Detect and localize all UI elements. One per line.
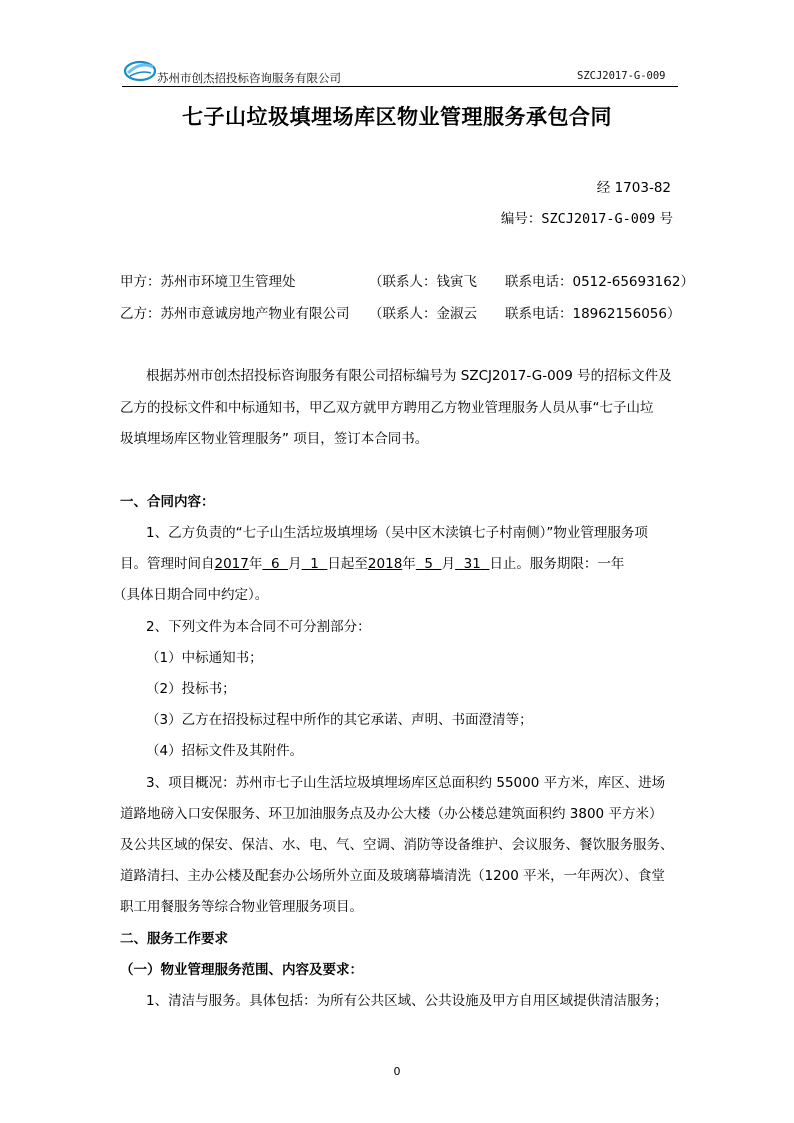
party-a-name: 甲方：苏州市环境卫生管理处 [120,274,296,290]
section1-item3-line3: 及公共区域的保安、保洁、水、电、气、空调、消防等设备维护、会议服务、餐饮服务服务、 [120,837,674,853]
ref-number-value: SZCJ2017-G-009 [541,211,656,227]
section1-item3-line1: 3、项目概况：苏州市七子山生活垃圾填埋场库区总面积约 55000 平方米，库区、进场 [146,775,666,791]
end-month: 5 [424,556,433,572]
header-rule [122,86,678,87]
section1-item2: 2、下列文件为本合同不可分割部分： [146,619,371,635]
ref-number-label: 编号： [500,211,542,227]
term-text: 日止。服务期限：一年 [489,556,625,572]
swirl-logo-icon [123,58,157,84]
party-a-contact: （联系人：钱寅飞 [369,274,477,290]
term-text: 月 [288,556,302,572]
section1-item1-line2 [120,552,624,572]
section1-item3-line4: 道路清扫、主办公楼及配套办公场所外立面及玻璃幕墙清洗（1200 平米，一年两次）、食堂 [120,868,665,884]
start-day: 1 [310,556,319,572]
term-text: 月 [441,556,456,572]
section1-item3-line2: 道路地磅入口安保服务、环卫加油服务点及办公大楼（办公楼总建筑面积约 3800 平方米） [120,806,663,822]
term-text: 目。管理时间自 [120,556,215,572]
section1-item1-line1: 1、乙方负责的“七子山生活垃圾填埋场（吴中区木渎镇七子村南侧）”物业管理服务项 [146,525,648,541]
party-b-name: 乙方：苏州市意诚房地产物业有限公司 [120,306,350,322]
ref-jing: 经 1703-82 [596,180,671,196]
end-day: 31 [463,556,481,572]
term-text: 年 [402,556,416,572]
party-a-phone: 联系电话：0512-65693162） [505,274,694,290]
section1-sub3: （3）乙方在招投标过程中所作的其它承诺、声明、书面澄清等； [146,712,533,728]
section2-item1: 1、清洁与服务。具体包括：为所有公共区域、公共设施及甲方自用区域提供清洁服务； [146,993,668,1009]
section1-sub2: （2）投标书； [146,681,236,697]
intro-line-2: 乙方的投标文件和中标通知书，甲乙双方就甲方聘用乙方物业管理服务人员从事“七子山垃 [120,400,654,416]
header-company: 苏州市创杰招投标咨询服务有限公司 [157,71,341,85]
intro-line-1: 根据苏州市创杰招投标咨询服务有限公司招标编号为 SZCJ2017-G-009 号的招标文件及 [146,368,672,384]
party-b-phone: 联系电话：18962156056） [505,306,681,322]
section1-item1-line3: （具体日期合同中约定）。 [113,587,269,603]
section1-sub1: （1）中标通知书； [146,650,263,666]
ref-number-suffix: 号 [655,211,673,227]
term-text: 日起至 [327,556,368,572]
intro-line-3: 圾填埋场库区物业管理服务” 项目，签订本合同书。 [120,431,429,447]
party-b-contact: （联系人：金淑云 [369,306,477,322]
section2-subheading: （一）物业管理服务范围、内容及要求： [120,962,363,978]
end-year: 2018 [367,556,403,572]
term-text: 年 [248,556,263,572]
section1-heading: 一、合同内容： [120,494,215,510]
section1-item3-line5: 职工用餐服务等综合物业管理服务项目。 [120,899,363,915]
ref-number [501,207,673,227]
header-code: SZCJ2017-G-009 [577,70,666,82]
section1-sub4: （4）招标文件及其附件。 [146,743,304,759]
start-month: 6 [270,556,280,572]
section2-heading: 二、服务工作要求 [120,931,228,947]
contract-title: 七子山垃圾填埋场库区物业管理服务承包合同 [182,105,612,129]
start-year: 2017 [214,556,249,572]
page-number: 0 [393,1065,401,1078]
